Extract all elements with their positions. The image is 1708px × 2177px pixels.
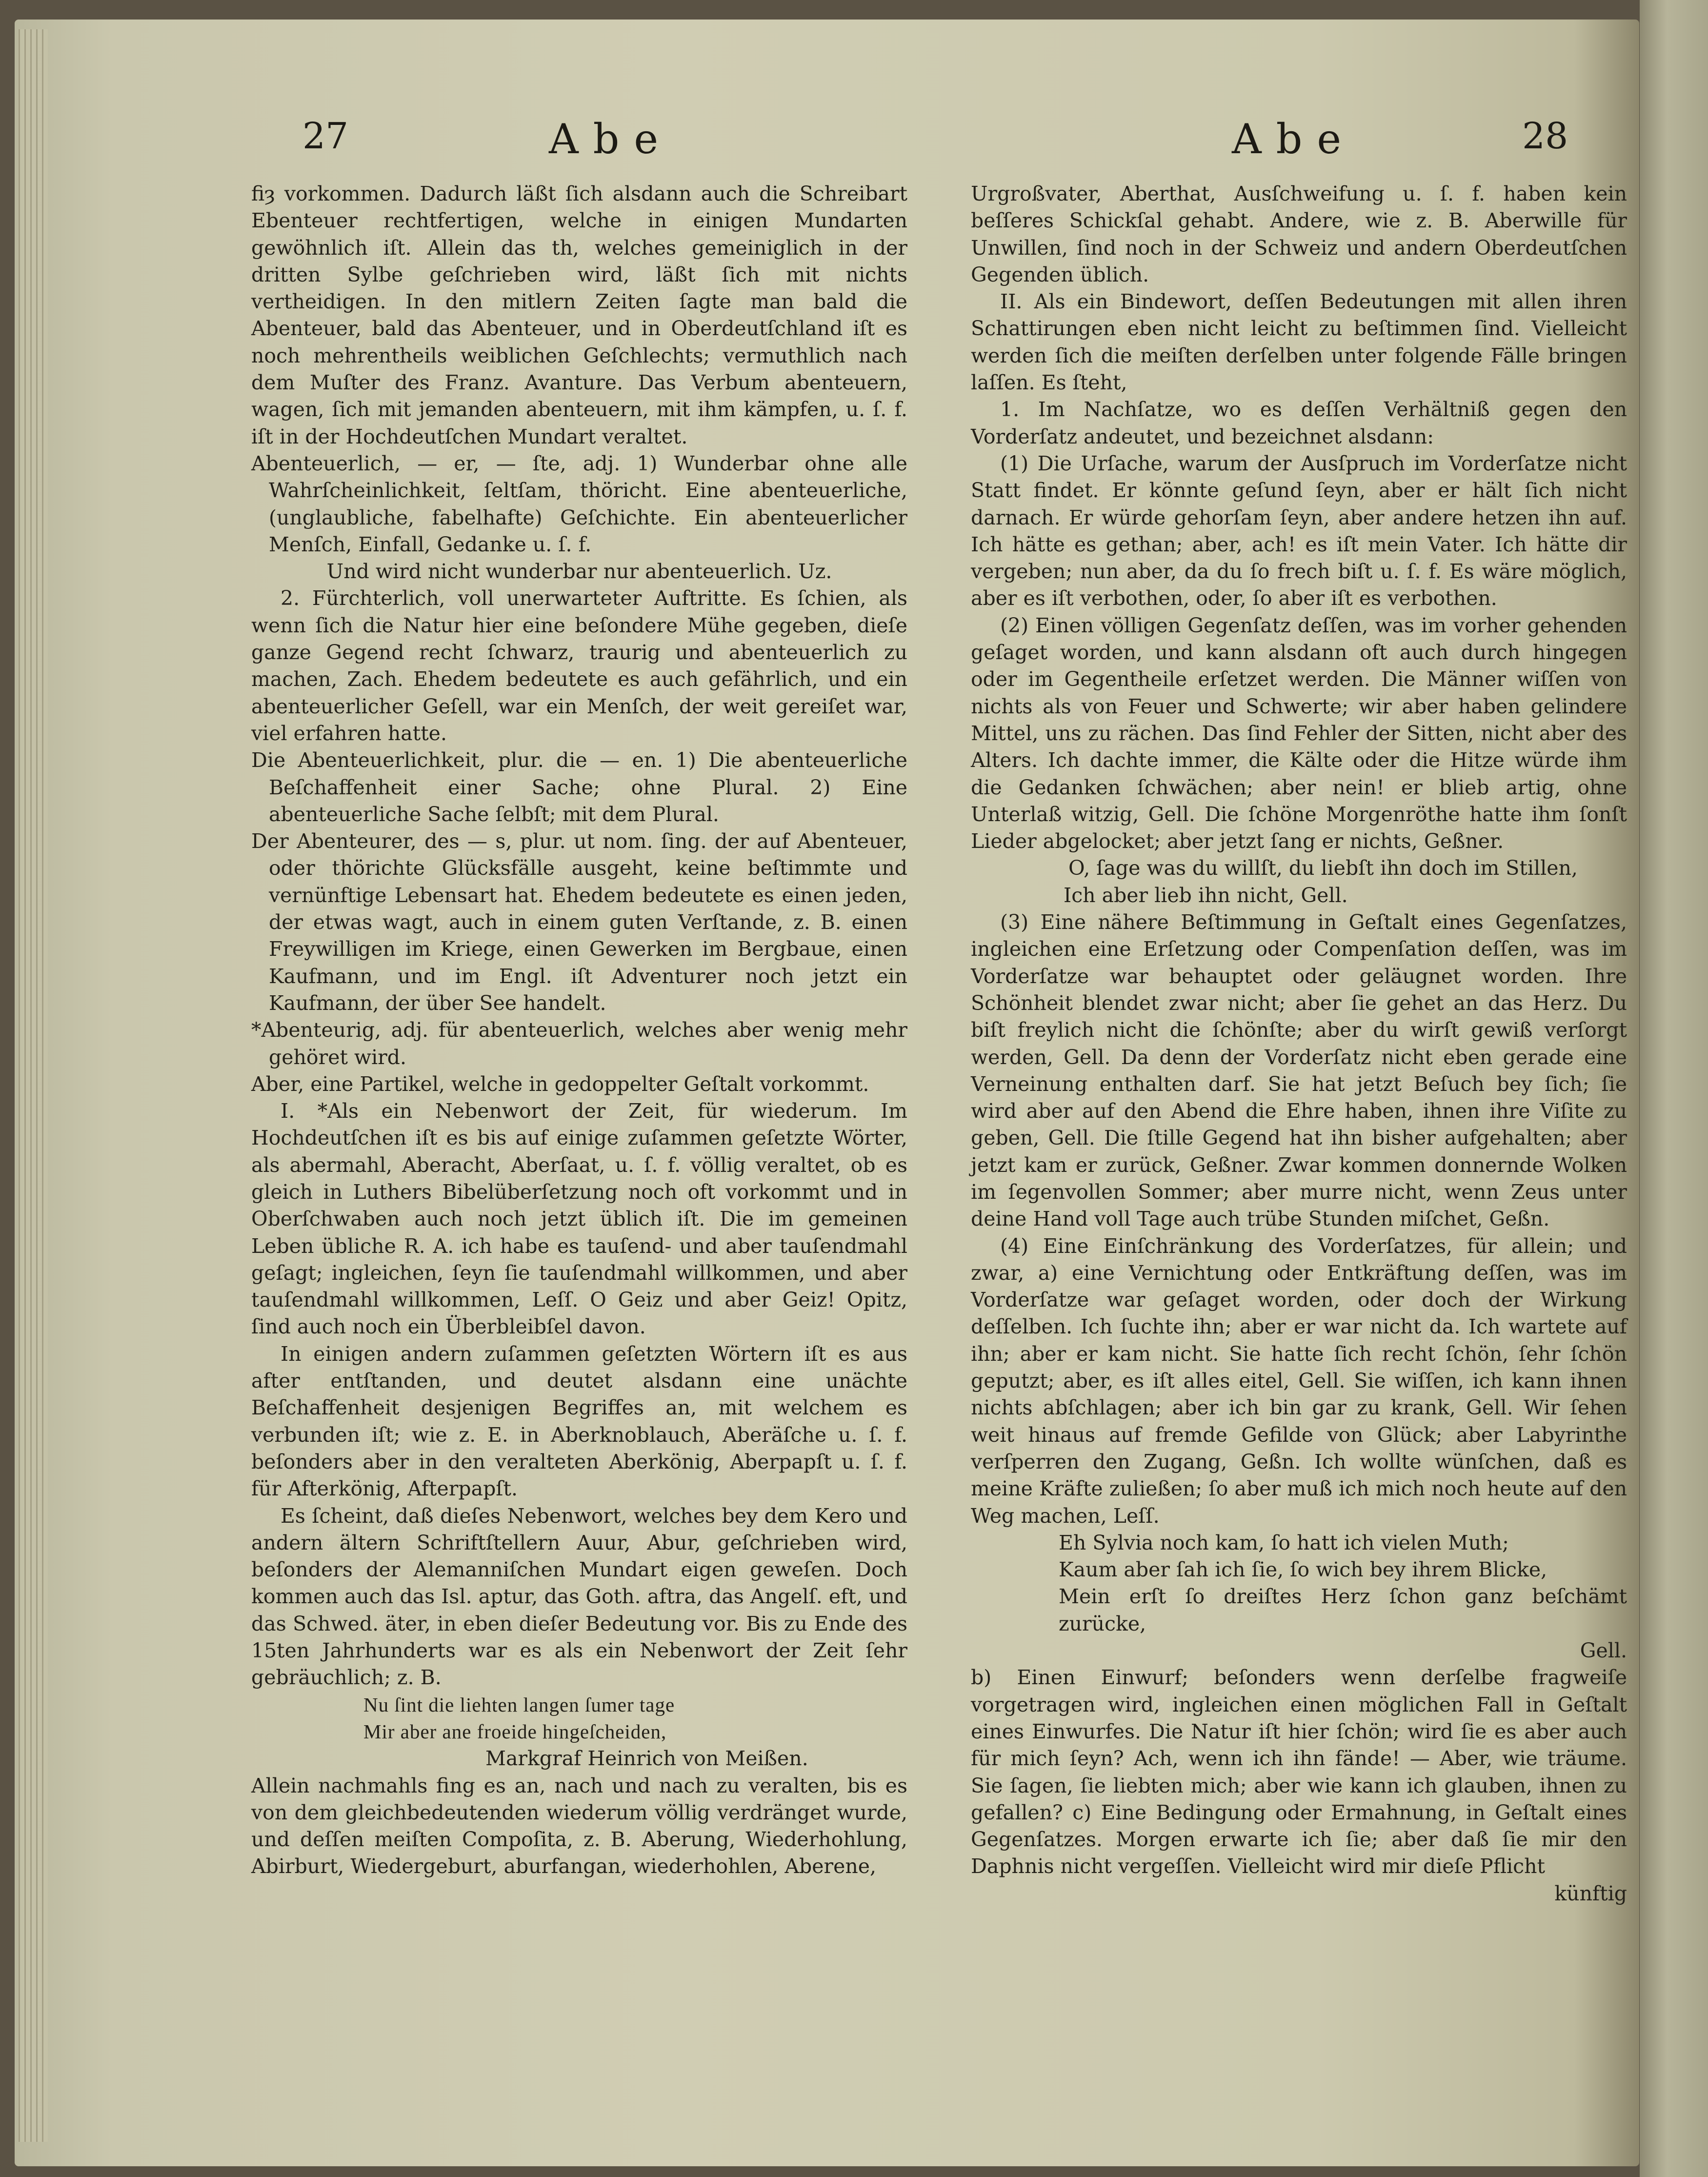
paragraph: (3) Eine nähere Beſtimmung in Geſtalt eines Gegenſatzes, ingleichen eine Erſetzung oder Compenſation deſſen, was im Vorderſatze war behauptet oder geläugnet worden. Ihre Schönheit blendet zwar nicht; aber ſie gehet an das Herz. Du biſt freylich nicht die ſchönſte; aber du wirſt gewiß verſorgt werden, Gell. Da denn der Vorderſatz nicht eben gerade eine Verneinung enthalten darf. Sie hat jetzt Beſuch bey ſich; ſie wird aber auf den Abend die Ehre haben, ihnen ihre Viſite zu geben, Gell. Die ſtille Gegend hat ihn bisher aufgehalten; aber jetzt kam er zurück, Geßner. Zwar kommen donnernde Wolken im ſegenvollen Sommer; aber murre nicht, wenn Zeus unter deine Hand voll Tage auch trübe Stunden miſchet, Geßn.	[971, 910, 1627, 1231]
verse-attribution: Markgraf Heinrich von Meißen.	[485, 1747, 808, 1771]
paragraph: Urgroßvater, Aberthat, Ausſchweifung u. ſ. f. haben kein beſſeres Schickſal gehabt. Andere, wie z. B. Aberwille für Unwillen, ſind noch in der Schweiz und andern Oberdeutſchen Gegenden üblich.	[971, 182, 1627, 286]
verse-line: Kaum aber ſah ich ſie, ſo wich bey ihrem Blicke,	[1059, 1558, 1547, 1582]
verse-line: Ich aber lieb ihn nicht, Gell.	[1064, 883, 1348, 907]
left-guide-word: Abe	[549, 115, 673, 163]
paragraph: II. Als ein Bindewort, deſſen Bedeutungen mit allen ihren Schattirungen eben nicht leicht zu beſtimmen ſind. Vielleicht werden ſich die meiſten derſelben unter folgende Fälle bringen laſſen. Es ſteht,	[971, 290, 1627, 395]
verse-line: O, ſage was du willſt, du liebſt ihn doch im Stillen,	[1068, 856, 1578, 880]
paragraph: (2) Einen völligen Gegenſatz deſſen, was im vorher gehenden geſaget worden, und kann alsdann oft auch durch hingegen oder im Gegentheile erſetzet werden. Die Männer wiſſen von nichts als von Feuer und Schwerte; wir aber haben gelindere Mittel, uns zu rächen. Das ſind Fehler der Sitten, nicht aber des Alters. Ich dachte immer, die Kälte oder die Hitze würde ihm die Gedanken ſchwächen; aber nein! er blieb artig, ohne Unterlaß witzig, Gell. Die ſchöne Morgenröthe hatte ihm ſonſt Lieder abgelocket; aber jetzt ſang er nichts, Geßner.	[971, 613, 1627, 853]
right-guide-word: Abe	[1232, 115, 1356, 163]
paragraph: I. *Als ein Nebenwort der Zeit, für wiederum. Im Hochdeutſchen iſt es bis auf einige zuſammen geſetzte Wörter, als abermahl, Aberacht, Aberſaat, u. ſ. f. völlig veraltet, ob es gleich in Luthers Bibelüberſetzung noch oft vorkommt und in Oberſchwaben auch noch jetzt üblich iſt. Die im gemeinen Leben übliche R. A. ich habe es tauſend- und aber tauſendmahl geſagt; ingleichen, ſeyn ſie tauſendmahl willkommen, und aber tauſendmahl willkommen, Leſſ. O Geiz und aber Geiz! Opitz, ſind auch noch ein Überbleibſel davon.	[251, 1099, 907, 1339]
dictionary-entry: Die Abenteuerlichkeit, plur. die — en. 1) Die abenteuerliche Beſchaffenheit einer Sache; ohne Plural. 2) Eine abenteuerliche Sache ſelbſt; mit dem Plural.	[251, 748, 907, 826]
paragraph: 1. Im Nachſatze, wo es deſſen Verhältniß gegen den Vorderſatz andeutet, und bezeichnet alsdann:	[971, 398, 1627, 448]
verse-line: Nu ſint die liehten langen ſumer tage	[363, 1693, 675, 1716]
verse-line: Mein erſt ſo dreiſtes Herz ſchon ganz beſchämt zurücke,	[1059, 1585, 1627, 1635]
dictionary-entry: *Abenteurig, adj. für abenteuerlich, welches aber wenig mehr gehöret wird.	[251, 1018, 907, 1069]
right-column	[971, 181, 1627, 1907]
right-page-number: 28	[1522, 115, 1568, 157]
paragraph: (1) Die Urſache, warum der Ausſpruch im Vorderſatze nicht Statt findet. Er könnte geſund ſeyn, aber er hält ſich nicht darnach. Er würde gehorſam ſeyn, aber andere hetzen ihn auf. Ich hätte es gethan; aber, ach! es iſt mein Vater. Ich hätte dir vergeben; nun aber, da du ſo frech biſt u. ſ. f. Es wäre möglich, aber es iſt verbothen, oder, ſo aber iſt es verbothen.	[971, 451, 1627, 610]
paragraph: Allein nachmahls fing es an, nach und nach zu veralten, bis es von dem gleichbedeutenden wiederum völlig verdränget wurde, und deſſen meiſten Compoſita, z. B. Aberung, Wiederhohlung, Abirburt, Wiedergeburt, aburfangan, wiederhohlen, Aberene,	[251, 1774, 907, 1878]
next-page-edge	[1640, 0, 1708, 2177]
verse-attribution: Gell.	[1580, 1639, 1627, 1663]
paragraph: fiȝ vorkommen. Dadurch läßt ſich alsdann auch die Schreibart Ebenteuer rechtfertigen, welche in einigen Mundarten gewöhnlich iſt. Allein das th, welches gemeiniglich in der dritten Sylbe geſchrieben wird, läßt ſich mit nichts vertheidigen. In den mitlern Zeiten ſagte man bald die Abenteuer, bald das Abenteuer, und in Oberdeutſchland iſt es noch mehrentheils weiblichen Geſchlechts; vermuthlich nach dem Muſter des Franz. Avanture. Das Verbum abenteuern, wagen, ſich mit jemanden abenteuern, mit ihm kämpfen, u. ſ. f. iſt in der Hochdeutſchen Mundart veraltet.	[251, 182, 907, 448]
dictionary-entry: Der Abenteurer, des — s, plur. ut nom. ſing. der auf Abenteuer, oder thörichte Glücksfälle ausgeht, keine beſtimmte und vernünftige Lebensart hat. Ehedem bedeutete es einen jeden, der etwas wagt, auch in einem guten Verſtande, z. B. einen Freywilligen im Kriege, einen Gewerken im Bergbaue, einen Kaufmann, und im Engl. iſt Adventurer noch jetzt ein Kaufmann, der über See handelt.	[251, 829, 907, 1015]
catchword: künftig	[1554, 1881, 1627, 1905]
paragraph: 2. Fürchterlich, voll unerwarteter Auftritte. Es ſchien, als wenn ſich die Natur hier eine beſondere Mühe gegeben, dieſe ganze Gegend recht ſchwarz, traurig und abenteuerlich zu machen, Zach. Ehedem bedeutete es auch gefährlich, und ein abenteuerlicher Geſell, war ein Menſch, der weit gereiſet war, viel erfahren hatte.	[251, 586, 907, 745]
left-page-number: 27	[302, 115, 349, 157]
quotation: Und wird nicht wunderbar nur abenteuerlich. Uz.	[326, 560, 832, 584]
paragraph: b) Einen Einwurf; beſonders wenn derſelbe fragweiſe vorgetragen wird, ingleichen einen möglichen Fall in Geſtalt eines Einwurfes. Die Natur iſt hier ſchön; wird ſie es aber auch für mich ſeyn? Ach, wenn ich ihn fände! — Aber, wie träume. Sie ſagen, ſie liebten mich; aber wie kann ich glauben, ihnen zu gefallen? c) Eine Bedingung oder Ermahnung, in Geſtalt eines Gegenſatzes. Morgen erwarte ich ſie; aber daß ſie mir den Daphnis nicht vergeſſen. Vielleicht wird mir dieſe Pflicht	[971, 1666, 1627, 1878]
verse-line: Eh Sylvia noch kam, ſo hatt ich vielen Muth;	[1059, 1531, 1509, 1554]
page-edges	[19, 29, 48, 2142]
paragraph: (4) Eine Einſchränkung des Vorderſatzes, für allein; und zwar, a) eine Vernichtung oder Entkräftung deſſen, was im Vorderſatze war geſaget worden, oder doch der Wirkung deſſelben. Ich ſuchte ihn; aber er war nicht da. Ich wartete auf ihn; aber er kam nicht. Sie hatte ſich recht ſchön, ſehr ſchön geputzt; aber, es iſt alles eitel, Gell. Sie wiſſen, ich kann ihnen nichts abſchlagen; aber ich bin gar zu krank, Gell. Wir ſehen weit hinaus auf fremde Gefilde von Glück; aber Labyrinthe verſperren den Zugang, Geßn. Ich wollte wünſchen, daß es meine Kräfte zuließen; ſo aber muß ich mich noch heute auf den Weg machen, Leſſ.	[971, 1234, 1627, 1528]
dictionary-entry: Abenteuerlich, — er, — ſte, adj. 1) Wunderbar ohne alle Wahrſcheinlichkeit, ſeltſam, thöricht. Eine abenteuerliche, (unglaubliche, fabelhafte) Geſchichte. Ein abenteuerlicher Menſch, Einfall, Gedanke u. ſ. f.	[251, 451, 907, 556]
paragraph: Es ſcheint, daß dieſes Nebenwort, welches bey dem Kero und andern ältern Schriftſtellern Auur, Abur, geſchrieben wird, beſonders der Alemanniſchen Mundart eigen geweſen. Doch kommen auch das Isl. aptur, das Goth. aftra, das Angelſ. eft, und das Schwed. äter, in eben dieſer Bedeutung vor. Bis zu Ende des 15ten Jahrhunderts war es als ein Nebenwort der Zeit ſehr gebräuchlich; z. B.	[251, 1504, 907, 1690]
dictionary-entry: Aber, eine Partikel, welche in gedoppelter Geſtalt vorkommt.	[251, 1072, 869, 1096]
left-column	[251, 181, 907, 1880]
paragraph: In einigen andern zuſammen geſetzten Wörtern iſt es aus after entſtanden, und deutet alsdann eine unächte Beſchaffenheit desjenigen Begriffes an, mit welchem es verbunden iſt; wie z. E. in Aberknoblauch, Aberäſche u. ſ. f. beſonders aber in den veralteten Aberkönig, Aberpapſt u. ſ. f. für Afterkönig, Afterpapſt.	[251, 1342, 907, 1501]
verse-line: Mir aber ane froeide hingeſcheiden,	[363, 1720, 667, 1743]
